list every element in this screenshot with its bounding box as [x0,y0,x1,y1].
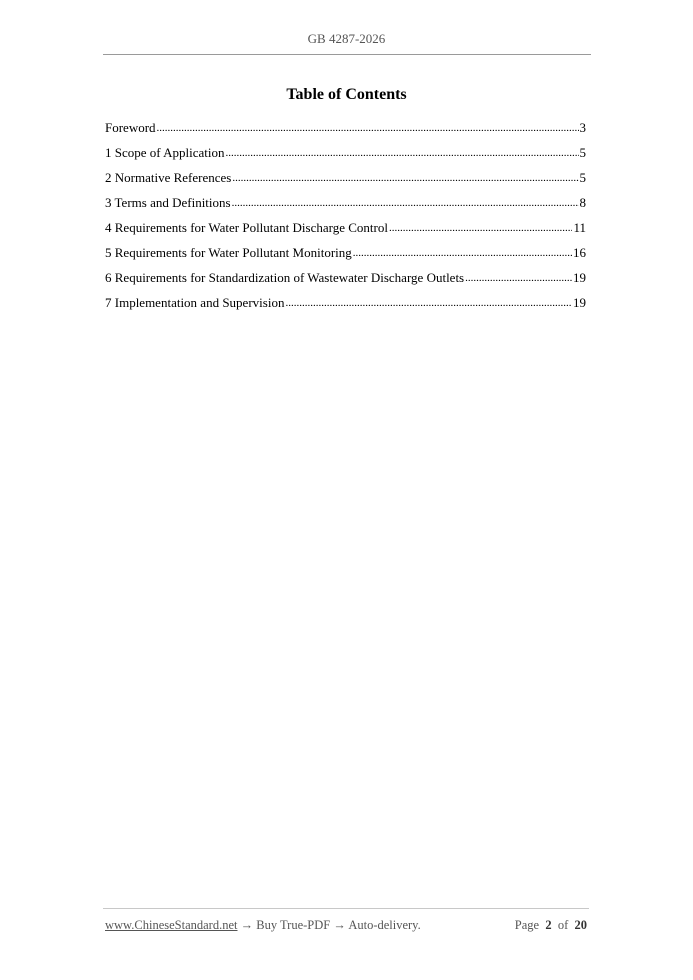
toc-entry-label: 1 Scope of Application [105,145,225,160]
toc-entry-page: 16 [573,245,586,260]
toc-entry-page: 5 [579,170,586,185]
toc-leader-dots [353,244,572,260]
toc-entry-page: 19 [573,295,586,310]
page-word: Page [514,918,540,932]
toc-entry-pollutant-monitoring[interactable] [105,245,586,270]
footer-divider [103,908,589,909]
toc-entry-label: 5 Requirements for Water Pollutant Monitoring [105,245,352,260]
toc-entry-page: 11 [573,220,586,235]
toc-entry-page: 19 [573,270,586,285]
toc-entry-page: 8 [579,195,586,210]
toc-list [105,120,586,320]
toc-title: Table of Contents [286,86,407,103]
toc-entry-discharge-control[interactable] [105,220,586,245]
toc-entry-label: Foreword [105,120,156,135]
total-pages: 20 [574,918,587,932]
toc-entry-normative-references[interactable] [105,170,586,195]
toc-leader-dots [285,294,572,310]
auto-delivery-text: Auto-delivery. [348,918,421,932]
toc-entry-page: 3 [579,120,586,135]
toc-entry-implementation[interactable] [105,295,586,320]
toc-leader-dots [232,194,579,210]
toc-leader-dots [389,219,572,235]
header-divider [103,54,591,55]
document-id: GB 4287-2026 [307,31,386,46]
toc-entry-discharge-outlets[interactable] [105,270,586,295]
toc-entry-label: 4 Requirements for Water Pollutant Discharge Control [105,220,388,235]
arrow-right-icon: → [240,918,254,932]
toc-leader-dots [226,144,579,160]
toc-leader-dots [465,269,572,285]
toc-entry-scope[interactable] [105,145,586,170]
toc-entry-label: 6 Requirements for Standardization of Wastewater Discharge Outlets [105,270,465,285]
arrow-right-icon: → [333,918,346,932]
page-footer [105,918,587,933]
toc-entry-terms-definitions[interactable] [105,195,586,220]
page-header [0,31,693,47]
of-word: of [557,918,569,932]
footer-promo [105,918,421,933]
toc-leader-dots [157,119,579,135]
toc-entry-label: 2 Normative References [105,170,232,185]
current-page: 2 [545,918,552,932]
toc-leader-dots [232,169,578,185]
page-number [515,918,587,933]
toc-entry-page: 5 [579,145,586,160]
toc-entry-label: 3 Terms and Definitions [105,195,231,210]
toc-entry-foreword[interactable] [105,120,586,145]
buy-true-pdf-text: Buy True-PDF [256,918,331,932]
toc-entry-label: 7 Implementation and Supervision [105,295,285,310]
site-link[interactable]: www.ChineseStandard.net [105,918,238,932]
